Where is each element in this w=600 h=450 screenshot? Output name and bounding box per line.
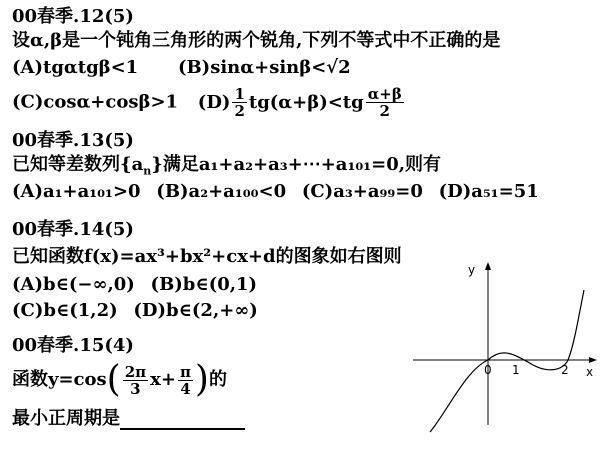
q15-stem: 函数y=cos( $\frac{2\pi}{3}$ x+ $\frac{\pi}{4}$ )的	[12, 359, 227, 400]
q12-d-frac2-den: 2	[379, 102, 390, 120]
q13-option-c: (C)a₃+a₉₉=0	[301, 181, 423, 202]
x-axis-label: x	[586, 365, 594, 379]
q12-options-row2	[12, 86, 406, 119]
tick-2-label: 2	[561, 363, 569, 377]
q13-option-a: (A)a₁+a₁₀₁>0	[12, 181, 141, 202]
q14-option-d: (D)b∈(2,+∞)	[133, 300, 258, 321]
q13-option-b: (B)a₂+a₁₀₀<0	[156, 181, 287, 202]
q15-header: 00春季.15(4)	[12, 335, 134, 356]
q13-options	[12, 181, 539, 203]
cubic-curve	[430, 290, 584, 432]
q15-line2: 最小正周期是	[12, 408, 245, 430]
q14-option-a: (A)b∈(−∞,0)	[12, 274, 135, 295]
y-axis-label: y	[468, 263, 476, 277]
q12-stem: 设α,β是一个钝角三角形的两个锐角,下列不等式中不正确的是	[12, 30, 501, 51]
origin-label: 0	[484, 363, 492, 377]
q15-frac2-num: π	[179, 362, 191, 381]
q12-option-d: (D) $\frac{1}{2}$ tg(α+β)<tg $\frac{\alpha+\beta}{2}$	[197, 85, 402, 120]
q14-option-b: (B)b∈(0,1)	[150, 274, 258, 295]
q14-header: 00春季.14(5)	[12, 219, 134, 240]
q13-option-d: (D)a₅₁=51	[438, 181, 539, 202]
q12-option-b: (B)sinα+sinβ<√2	[177, 57, 351, 78]
y-axis-arrow-icon	[485, 262, 491, 270]
q13-header: 00春季.13(5)	[12, 130, 134, 151]
q12-d-frac1-num: 1	[234, 85, 245, 103]
q14-options-row2	[12, 300, 258, 322]
q12-options-row1	[12, 57, 351, 79]
q14-stem: 已知函数f(x)=ax³+bx²+cx+d的图象如右图则	[12, 246, 402, 267]
q12-option-a: (A)tgαtgβ<1	[12, 57, 139, 78]
cubic-function-graph	[408, 250, 598, 440]
q14-options-row1	[12, 274, 257, 296]
q13-stem: 已知等差数列$\{a_n\}$满足a₁+a₂+a₃+⋯+a₁₀₁=0,则有	[12, 154, 441, 178]
answer-blank	[120, 410, 245, 430]
x-axis-arrow-icon	[589, 357, 597, 363]
q15-frac1-num: 2π	[124, 362, 147, 381]
tick-1-label: 1	[512, 363, 520, 377]
q15-frac1-den: 3	[130, 379, 141, 398]
q12-d-frac1-den: 2	[234, 102, 245, 120]
q12-option-c: (C)cosα+cosβ>1	[12, 91, 179, 113]
q12-d-frac2-num: α+β	[367, 85, 402, 103]
q15-frac2-den: 4	[180, 379, 191, 398]
q12-header: 00春季.12(5)	[12, 6, 134, 27]
q14-option-c: (C)b∈(1,2)	[12, 300, 118, 321]
